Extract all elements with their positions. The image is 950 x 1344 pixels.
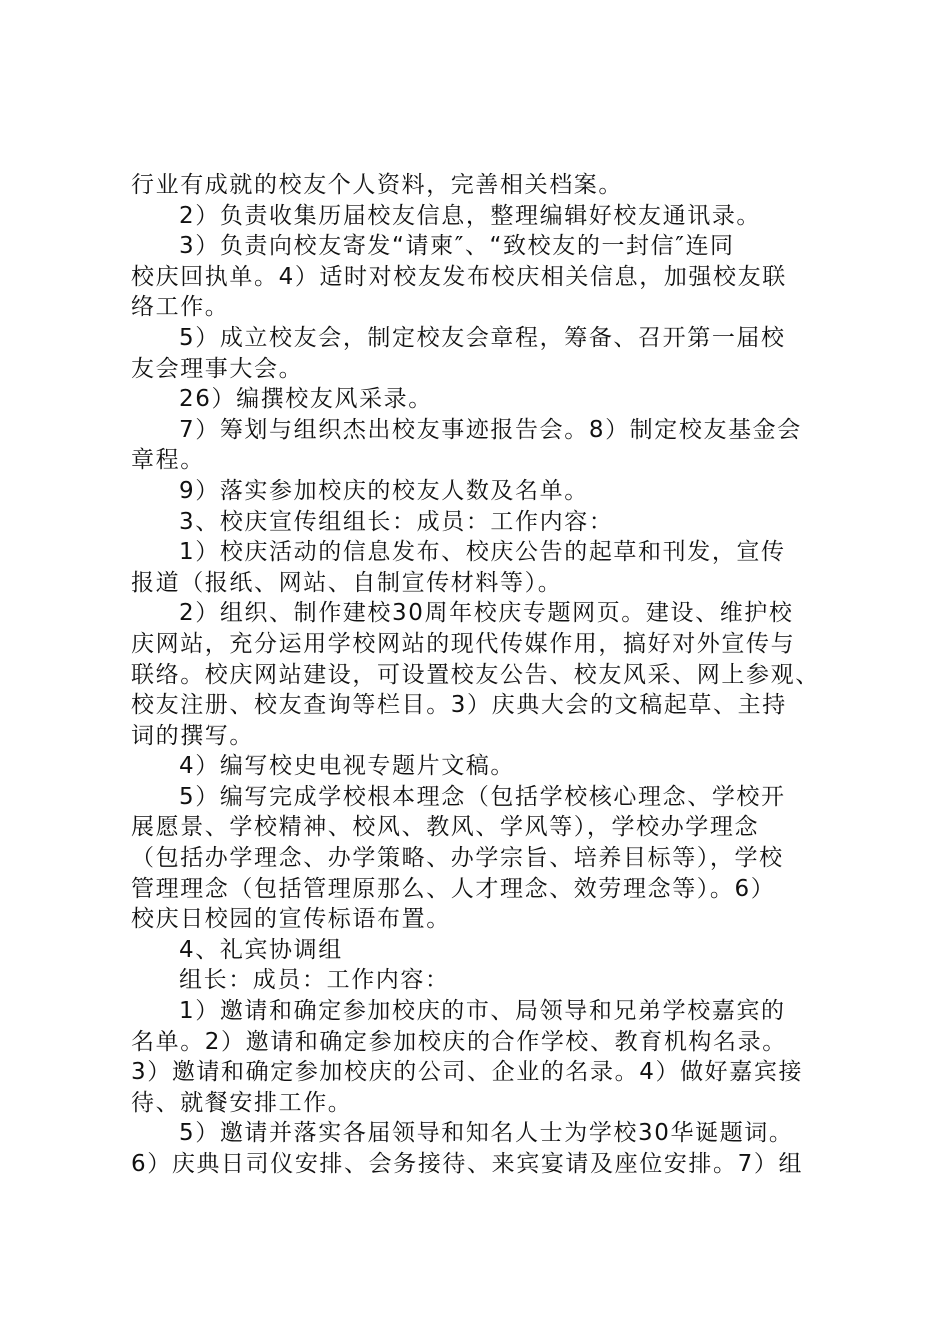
text-line: 4）编写校史电视专题片文稿。 [179,753,516,780]
text-line: 管理理念（包括管理原那么、人才理念、效劳理念等）。6） [131,875,776,902]
text-line: 校庆回执单。4）适时对校友发布校庆相关信息，加强校友联 [131,263,787,290]
text-line: 3、校庆宣传组组长：成员：工作内容： [179,508,614,535]
text-line: 2）负责收集历届校友信息，整理编辑好校友通讯录。 [179,202,762,229]
text-line: 2）组织、制作建校30周年校庆专题网页。建设、维护校 [179,600,794,627]
text-line: 行业有成就的校友个人资料，完善相关档案。 [131,172,623,198]
text-line: 26）编撰校友风采录。 [179,386,433,413]
text-line: 5）成立校友会，制定校友会章程，筹备、召开第一届校 [179,324,786,351]
text-line: 3）邀请和确定参加校庆的公司、企业的名录。4）做好嘉宾接 [131,1059,804,1086]
text-line: 9）落实参加校庆的校友人数及名单。 [179,477,589,504]
document-body [131,170,831,1180]
text-line: 章程。 [131,447,205,474]
text-line: 联络。校庆网站建设，可设置校友公告、校友风采、网上参观、 [131,661,820,688]
text-line: 词的撰写。 [131,722,254,749]
text-line: 名单。2）邀请和确定参加校庆的合作学校、教育机构名录。 [131,1028,787,1055]
text-line: 5）编写完成学校根本理念（包括学校核心理念、学校开 [179,783,786,810]
text-line: 3）负责向校友寄发“请柬″、“致校友的一封信″连同 [179,233,735,260]
text-line: （包括办学理念、办学策略、办学宗旨、培养目标等），学校 [131,845,784,872]
text-line: 5）邀请并落实各届领导和知名人士为学校30华诞题词。 [179,1120,794,1147]
text-line: 友会理事大会。 [131,355,304,382]
text-line: 校友注册、校友查询等栏目。3）庆典大会的文稿起草、主持 [131,692,787,719]
text-line: 待、就餐安排工作。 [131,1089,353,1116]
text-line: 报道（报纸、网站、自制宣传材料等）。 [131,569,563,596]
text-line: 庆网站，充分运用学校网站的现代传媒作用，搞好对外宣传与 [131,630,796,657]
text-line: 展愿景、学校精神、校风、教风、学风等），学校办学理念 [131,814,760,841]
text-line: 组长：成员：工作内容： [179,967,450,994]
text-line: 校庆日校园的宣传标语布置。 [131,906,451,933]
text-line: 6）庆典日司仪安排、会务接待、来宾宴请及座位安排。7）组 [131,1151,804,1177]
text-line: 1）邀请和确定参加校庆的市、局领导和兄弟学校嘉宾的 [179,998,786,1025]
text-line: 4、礼宾协调组 [179,936,343,963]
text-line: 1）校庆活动的信息发布、校庆公告的起草和刊发，宣传 [179,539,786,566]
text-line: 7）筹划与组织杰出校友事迹报告会。8）制定校友基金会 [179,416,802,443]
text-line: 络工作。 [131,294,230,321]
